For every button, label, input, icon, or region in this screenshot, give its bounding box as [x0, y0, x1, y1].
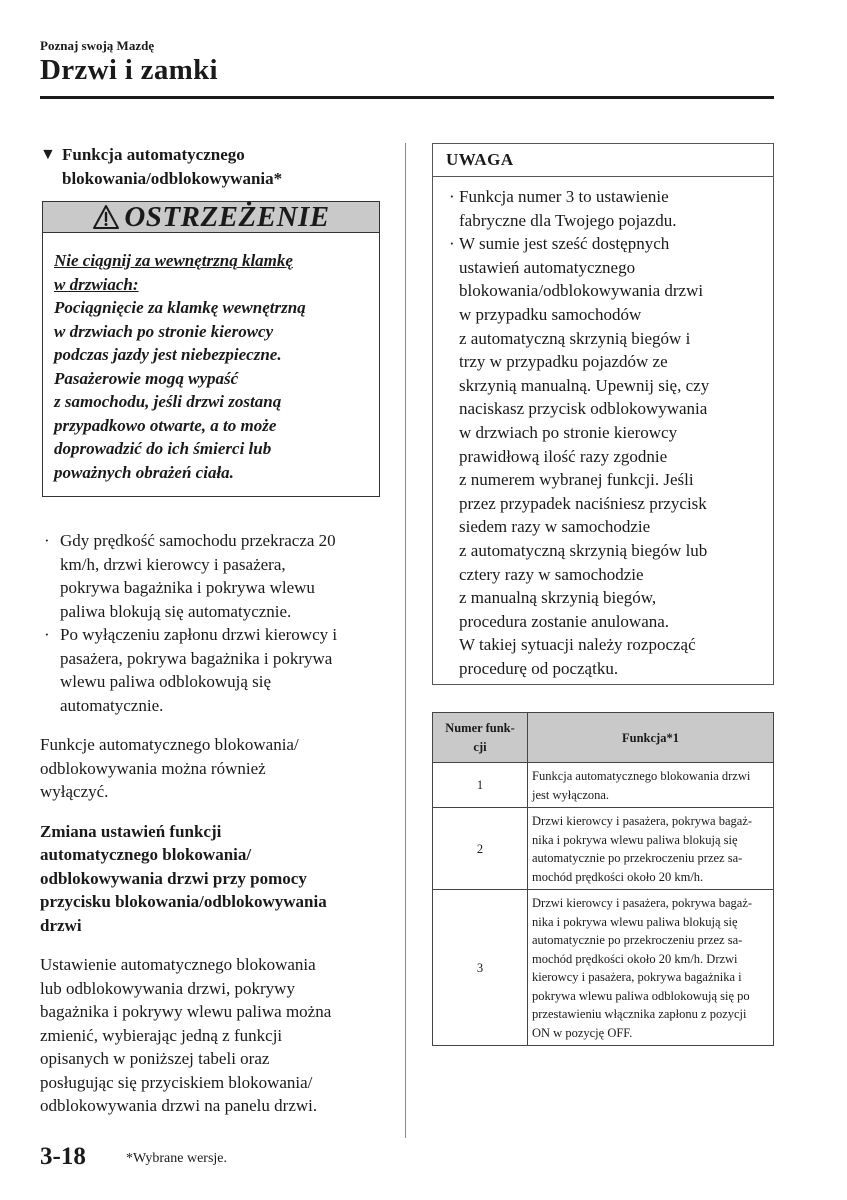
paragraph-line: odblokowywania drzwi na panelu drzwi. [40, 1096, 318, 1115]
triangle-down-icon: ▼ [40, 146, 56, 163]
table-header-function: Funkcja*1 [528, 713, 774, 763]
section-heading-line: przycisku blokowania/odblokowywania [40, 892, 327, 911]
note-line: w drzwiach po stronie kierowcy [459, 422, 678, 442]
breadcrumb: Poznaj swoją Mazdę [40, 38, 155, 53]
table-cell-line: pokrywa wlewu paliwa odblokowują się po [532, 988, 750, 1003]
table-cell-line: Funkcja automatycznego blokowania drzwi [532, 769, 751, 784]
note-line: cztery razy w samochodzie [459, 564, 644, 584]
column-divider [405, 143, 406, 1138]
paragraph-line: lub odblokowywania drzwi, pokrywy [40, 978, 295, 998]
bullet-dot-icon: · [449, 187, 455, 206]
warning-text-line: doprowadzić do ich śmierci lub [54, 439, 272, 458]
table-cell-function [528, 763, 774, 808]
paragraph-line: zmienić, wybierając jedną z funkcji [40, 1025, 283, 1045]
bullet-item [40, 623, 382, 717]
table-cell-line: jest wyłączona. [532, 787, 610, 802]
section-heading [40, 820, 382, 938]
note-title: UWAGA [433, 144, 773, 177]
note-line: trzy w przypadku pojazdów ze [459, 352, 668, 372]
note-line: przez przypadek naciśniesz przycisk [459, 493, 707, 513]
warning-text-line: Pociągnięcie za klamkę wewnętrzną [54, 298, 306, 317]
bullet-item [40, 529, 382, 623]
page-number: 3-18 [40, 1143, 86, 1170]
bullet-line: pasażera, pokrywa bagażnika i pokrywa [60, 648, 333, 668]
table-cell-function [528, 808, 774, 890]
warning-title: OSTRZEŻENIE [124, 200, 330, 233]
warning-text-line: podczas jazdy jest niebezpieczne. [54, 345, 282, 364]
table-row [433, 890, 774, 1046]
paragraph-line: bagażnika i pokrywy wlewu paliwa można [40, 1002, 332, 1021]
subsection-heading [40, 143, 382, 191]
bullet-line: pokrywa bagażnika i pokrywa wlewu [60, 578, 315, 597]
warning-triangle-icon [92, 204, 120, 230]
note-line: skrzynią manualną. Upewnij się, czy [459, 375, 710, 395]
table-cell-line: nika i pokrywa wlewu paliwa blokują się [532, 914, 738, 929]
paragraph [40, 953, 382, 1118]
note-line: procedurę od początku. [459, 658, 619, 678]
note-line: W takiej sytuacji należy rozpocząć [459, 635, 696, 655]
table-cell-line: Drzwi kierowcy i pasażera, pokrywa bagaż- [532, 896, 753, 911]
left-column [40, 143, 382, 1118]
table-cell-line: Drzwi kierowcy i pasażera, pokrywa bagaż- [532, 814, 753, 829]
table-header-number-line: cji [473, 739, 487, 754]
section-heading-line: automatycznego blokowania/ [40, 845, 252, 864]
bullet-line: km/h, drzwi kierowcy i pasażera, [60, 554, 286, 574]
note-line: blokowania/odblokowywania drzwi [459, 281, 704, 301]
table-cell-line: ON w pozycję OFF. [532, 1025, 633, 1040]
paragraph-line: wyłączyć. [40, 782, 109, 801]
table-header-number-line: Numer funk- [445, 720, 515, 735]
table-cell-line: automatycznie po przekroczeniu przez sa- [532, 851, 743, 866]
section-heading-line: odblokowywania drzwi przy pomocy [40, 868, 307, 888]
table-cell-line: kierowcy i pasażera, pokrywa bagażnika i [532, 970, 742, 985]
warning-text-line: z samochodu, jeśli drzwi zostaną [54, 392, 282, 411]
note-line: w przypadku samochodów [459, 304, 642, 324]
section-heading-line: drzwi [40, 915, 82, 935]
paragraph-line: Funkcje automatycznego blokowania/ [40, 735, 299, 754]
note-line: z manualną skrzynią biegów, [459, 588, 657, 608]
warning-text-line: poważnych obrażeń ciała. [54, 462, 234, 482]
right-column [432, 143, 774, 1046]
note-line: z automatyczną skrzynią biegów i [459, 328, 691, 348]
paragraph [40, 733, 382, 804]
page-title: Drzwi i zamki [40, 54, 218, 86]
table-header-row [433, 713, 774, 763]
note-line: W sumie jest sześć dostępnych [459, 234, 670, 254]
bullet-dot-icon: · [44, 531, 50, 550]
note-body [433, 177, 773, 684]
warning-text-line: Pasażerowie mogą wypaść [54, 368, 239, 388]
note-item [449, 232, 765, 680]
table-row [433, 763, 774, 808]
paragraph-line: Ustawienie automatycznego blokowania [40, 955, 316, 974]
table-cell-line: nika i pokrywa wlewu paliwa blokują się [532, 832, 738, 847]
table-cell-number: 2 [433, 808, 528, 890]
subsection-heading-line: Funkcja automatycznego [62, 145, 245, 164]
table-cell-line: przestawieniu włącznika zapłonu z pozycji [532, 1007, 747, 1022]
table-cell-number: 1 [433, 763, 528, 808]
bullet-line: automatycznie. [60, 695, 164, 715]
note-box [432, 143, 774, 685]
bullet-line: paliwa blokują się automatycznie. [60, 601, 292, 621]
paragraph-line: opisanych w poniższej tabeli oraz [40, 1049, 270, 1068]
warning-heading-line: w drzwiach: [54, 274, 139, 294]
warning-text-line: przypadkowo otwarte, a to może [54, 415, 277, 435]
note-line: z automatyczną skrzynią biegów lub [459, 540, 708, 560]
note-line: Funkcja numer 3 to ustawienie [459, 187, 669, 206]
bullet-line: Po wyłączeniu zapłonu drzwi kierowcy i [60, 625, 338, 644]
bullet-list [40, 529, 382, 717]
warning-header [43, 202, 379, 233]
bullet-line: Gdy prędkość samochodu przekracza 20 [60, 531, 336, 550]
warning-heading-line: Nie ciągnij za wewnętrzną klamkę [54, 251, 293, 270]
table-cell-line: automatycznie po przekroczeniu przez sa- [532, 933, 743, 948]
section-heading-line: Zmiana ustawień funkcji [40, 821, 222, 841]
function-table [432, 712, 774, 1046]
note-line: prawidłową ilość razy zgodnie [459, 446, 668, 466]
table-cell-line: mochód prędkości około 20 km/h. Drzwi [532, 951, 738, 966]
footnote: *Wybrane wersje. [126, 1151, 228, 1166]
bullet-dot-icon: · [449, 234, 455, 254]
note-line: z numerem wybranej funkcji. Jeśli [459, 470, 694, 490]
bullet-dot-icon: · [44, 625, 50, 644]
note-line: ustawień automatycznego [459, 257, 636, 277]
warning-text-line: w drzwiach po stronie kierowcy [54, 321, 274, 341]
bullet-line: wlewu paliwa odblokowują się [60, 672, 272, 691]
table-row [433, 808, 774, 890]
table-cell-number: 3 [433, 890, 528, 1046]
table-cell-function [528, 890, 774, 1046]
note-line: naciskasz przycisk odblokowywania [459, 399, 708, 419]
subsection-heading-line: blokowania/odblokowywania* [62, 169, 283, 188]
paragraph-line: odblokowywania można również [40, 758, 266, 778]
note-line: procedura zostanie anulowana. [459, 611, 670, 631]
note-item [449, 185, 765, 232]
note-line: fabryczne dla Twojego pojazdu. [459, 210, 677, 230]
note-line: siedem razy w samochodzie [459, 517, 651, 537]
table-cell-line: mochód prędkości około 20 km/h. [532, 869, 704, 884]
table-header-number [433, 713, 528, 763]
paragraph-line: posługując się przyciskiem blokowania/ [40, 1072, 313, 1092]
warning-body [43, 233, 379, 496]
warning-box [42, 201, 380, 497]
title-rule [40, 96, 774, 99]
